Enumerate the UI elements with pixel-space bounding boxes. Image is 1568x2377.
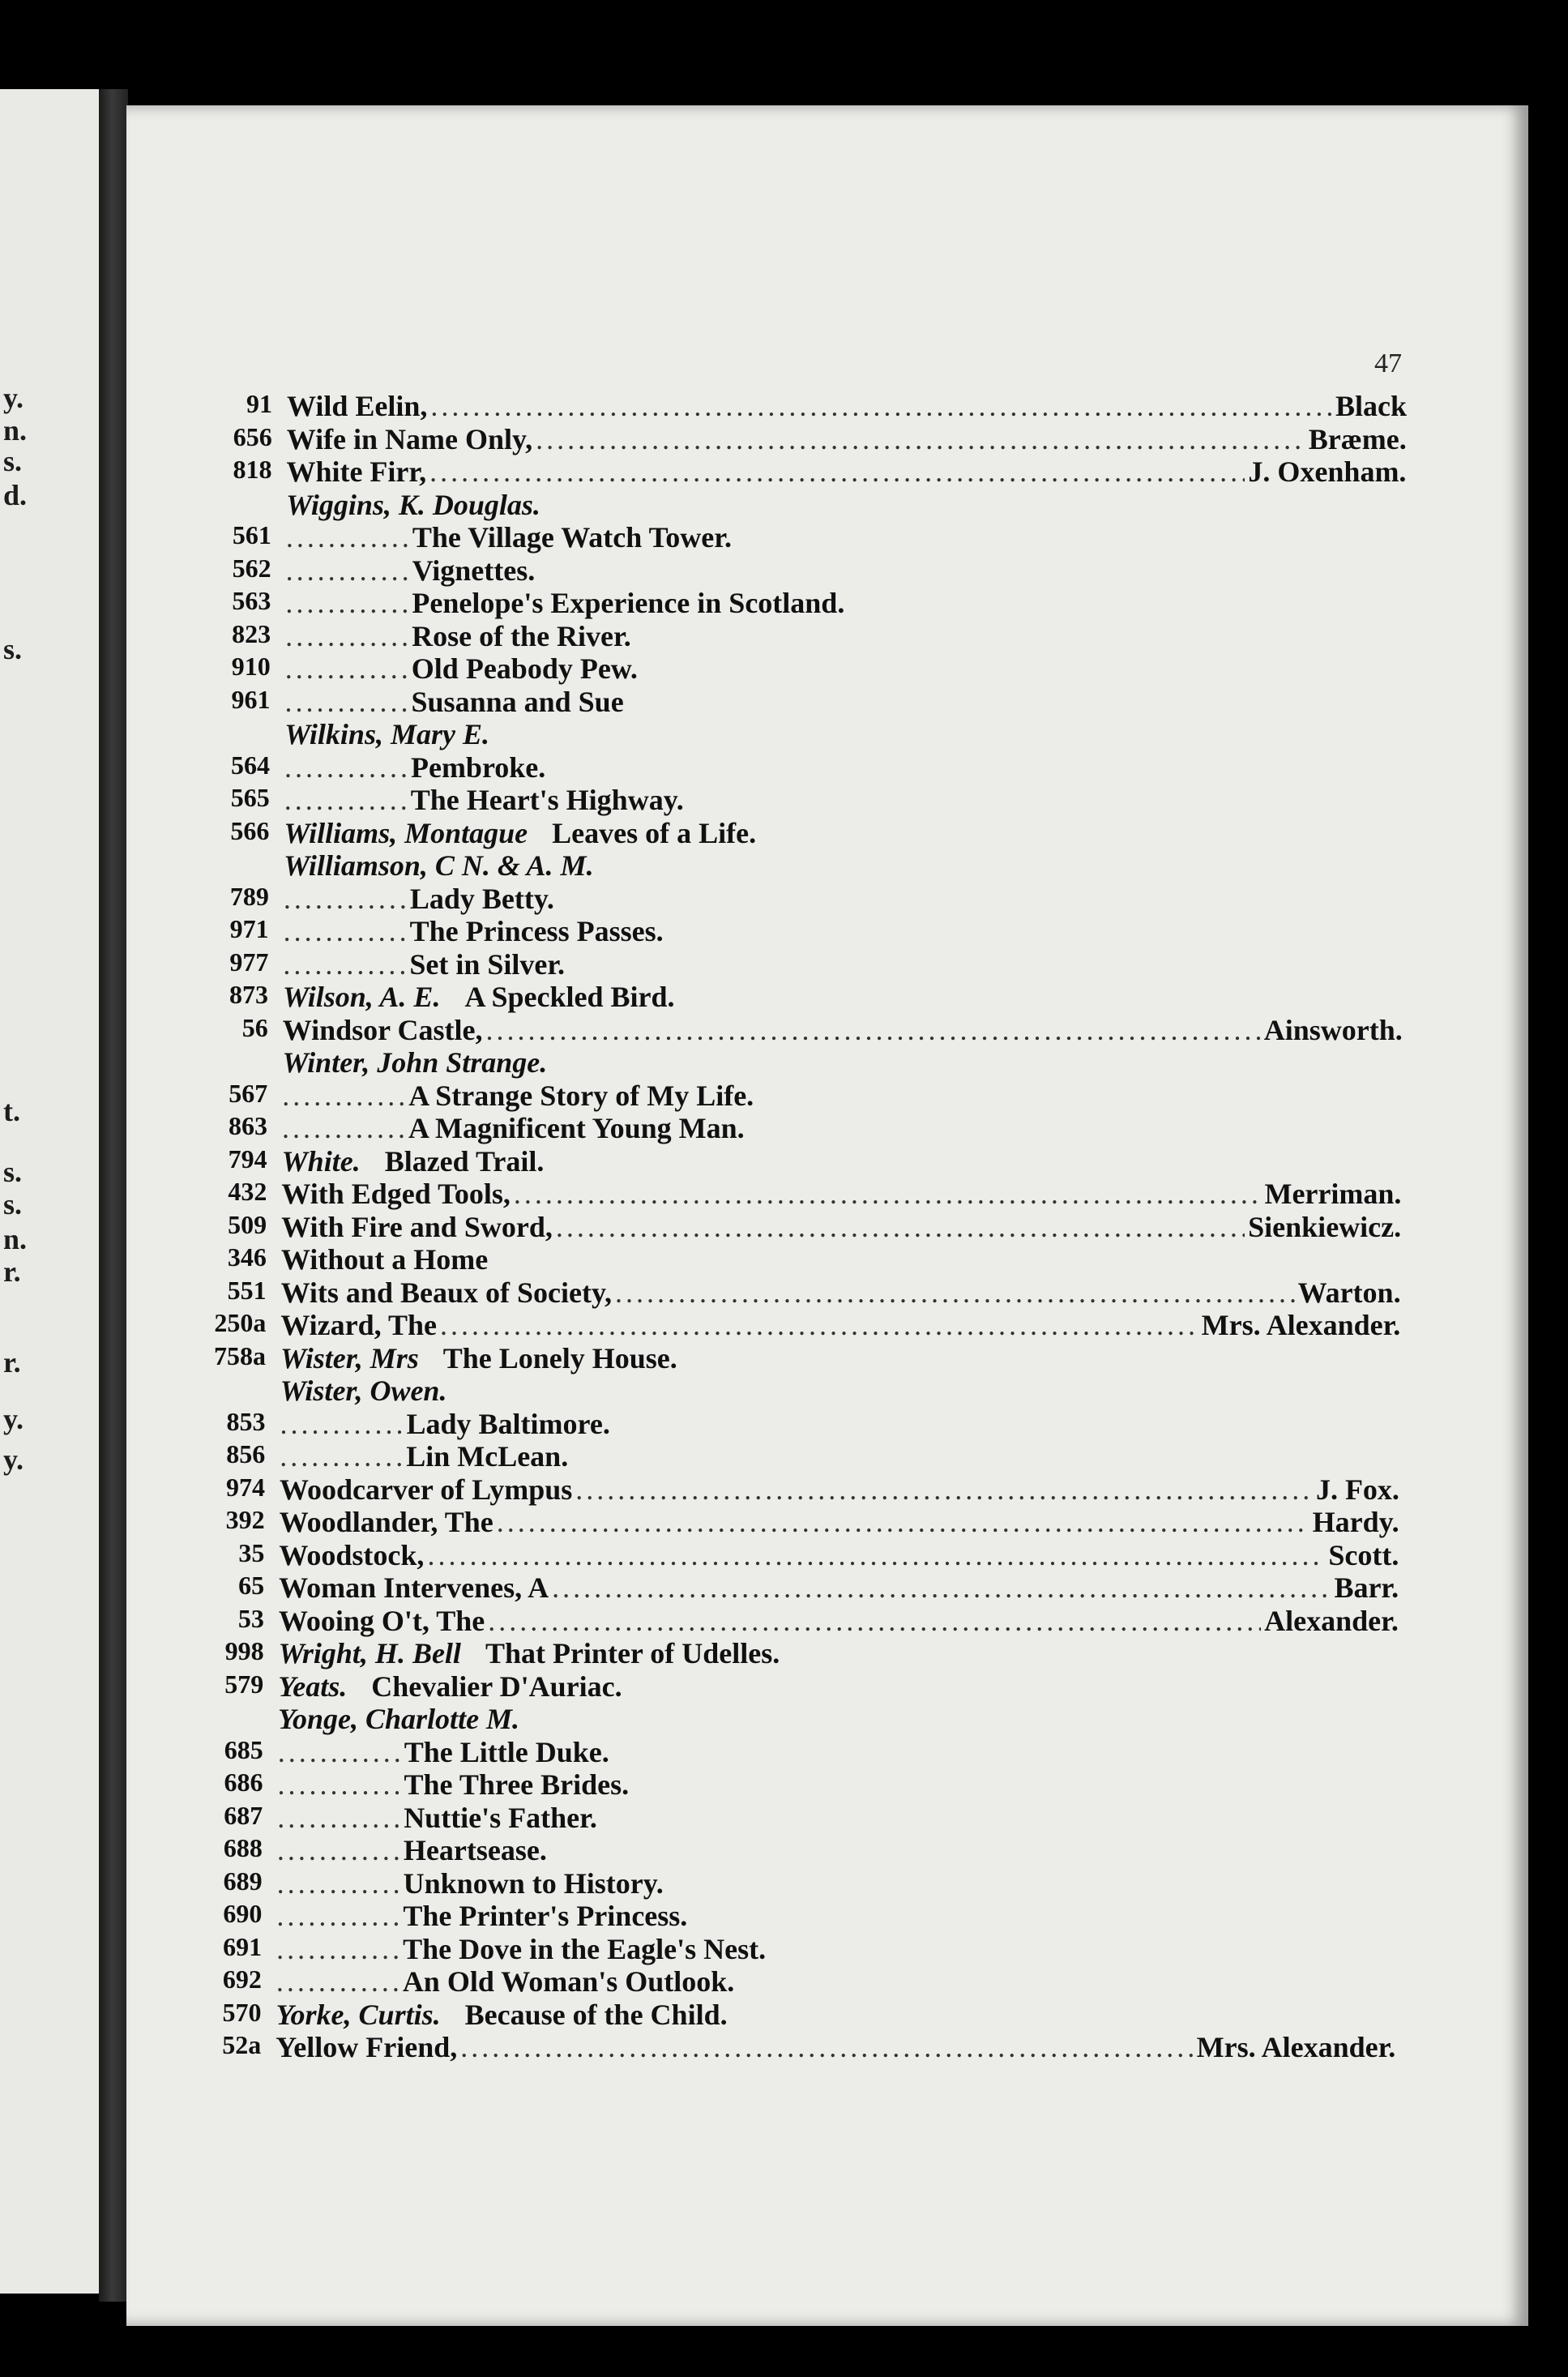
- entry-title: With Fire and Sword,: [281, 1210, 553, 1243]
- dot-leader: [430, 389, 1332, 423]
- entry-body: [276, 2030, 1395, 2064]
- entry-author: White.: [281, 1144, 361, 1178]
- entry-body: [286, 488, 1406, 522]
- entry-number: 564: [230, 750, 270, 780]
- entry-number: 688: [223, 1833, 263, 1862]
- entry-number: 52a: [222, 2030, 262, 2059]
- catalogue-entry: [199, 1636, 1399, 1669]
- entry-number: 91: [246, 389, 272, 418]
- entry-body: [281, 1210, 1401, 1244]
- entry-body: [276, 1998, 1396, 2032]
- dot-leader: ............: [277, 1801, 404, 1834]
- entry-body: [283, 947, 1403, 981]
- entry-title: Lady Baltimore.: [406, 1407, 610, 1440]
- entry-body: [285, 685, 1405, 719]
- entry-title: Set in Silver.: [409, 947, 566, 981]
- dot-leader: ............: [285, 587, 412, 619]
- entry-number: 689: [223, 1866, 263, 1896]
- entry-title: Wife in Name Only,: [286, 422, 533, 455]
- catalogue-entry: [199, 1669, 1398, 1702]
- dot-leader: [536, 422, 1305, 456]
- catalogue-entry: [204, 882, 1404, 914]
- dot-leader: ............: [283, 882, 410, 915]
- author-heading: Wiggins, K. Douglas.: [286, 488, 540, 521]
- author-heading: Williamson, C N. & A. M.: [284, 849, 594, 882]
- catalogue-entry: [199, 1604, 1399, 1636]
- entry-title: Without a Home: [280, 1243, 489, 1276]
- catalogue-entry: [201, 1341, 1400, 1374]
- entry-number: 509: [228, 1209, 267, 1239]
- catalogue-entry: [199, 1538, 1399, 1571]
- catalogue-entry: [205, 783, 1404, 815]
- entry-body: [280, 1505, 1399, 1539]
- entry-body: [279, 1571, 1399, 1605]
- entry-number: 570: [222, 1997, 262, 2027]
- catalogue-entry: [202, 1210, 1401, 1242]
- entry-number: 818: [233, 455, 272, 484]
- entry-author: Bræme.: [1308, 422, 1407, 455]
- catalogue-entry: [200, 1473, 1399, 1505]
- entry-title: A Speckled Bird.: [464, 981, 675, 1013]
- catalogue-entry: [206, 652, 1405, 684]
- entry-title: Heartsease.: [403, 1834, 547, 1866]
- entry-title: Old Peabody Pew.: [411, 652, 638, 685]
- catalogue-entry: [196, 2030, 1395, 2063]
- entry-body: [280, 1308, 1400, 1342]
- dot-leader: [427, 1538, 1325, 1572]
- entry-title: The Princess Passes.: [409, 915, 664, 947]
- catalogue-entry: [204, 849, 1404, 881]
- entry-title: The Three Brides.: [404, 1768, 630, 1801]
- entry-author: Mrs. Alexander.: [1196, 2031, 1396, 2063]
- entry-body: [279, 1636, 1399, 1670]
- catalogue-entry: [207, 520, 1406, 553]
- entry-title: White Firr,: [286, 455, 427, 488]
- entry-title: Wild Eelin,: [287, 390, 428, 422]
- entry-number: 432: [228, 1177, 267, 1206]
- catalogue-entry: [203, 1111, 1402, 1144]
- entry-body: [286, 554, 1406, 588]
- catalogue-entry: [207, 455, 1406, 487]
- catalogue-entry: [197, 1932, 1396, 1964]
- entry-body: [280, 1473, 1399, 1507]
- dot-leader: ............: [280, 1407, 407, 1440]
- entry-author: Wister, Mrs: [280, 1341, 419, 1374]
- dot-leader: ............: [285, 619, 412, 652]
- facing-page-fragment: r.: [3, 1255, 21, 1288]
- entry-body: [277, 1768, 1397, 1802]
- entry-number: 690: [223, 1899, 263, 1928]
- facing-page-fragment: n.: [3, 1223, 28, 1255]
- entry-number: 910: [231, 652, 271, 681]
- dot-leader: [514, 1177, 1262, 1211]
- entry-number: 691: [223, 1931, 263, 1961]
- dot-leader: [488, 1604, 1261, 1638]
- page-number: 47: [1374, 348, 1402, 378]
- entry-title: A Strange Story of My Life.: [408, 1079, 754, 1112]
- entry-number: 961: [231, 684, 271, 714]
- entry-title: That Printer of Udelles.: [485, 1637, 780, 1669]
- dot-leader: ............: [285, 521, 412, 554]
- entry-author: Scott.: [1328, 1538, 1399, 1571]
- entry-title: Because of the Child.: [464, 1998, 728, 2031]
- entry-author: Wright, H. Bell: [278, 1637, 461, 1669]
- catalogue-entry: [202, 1276, 1401, 1308]
- entry-title: With Edged Tools,: [281, 1178, 511, 1210]
- entry-title: An Old Woman's Outlook.: [402, 1965, 735, 1998]
- catalogue-entry: [206, 685, 1405, 717]
- entry-title: Woodcarver of Lympus: [279, 1473, 573, 1506]
- catalogue-entry: [207, 554, 1406, 586]
- facing-page-fragment: y.: [3, 382, 24, 414]
- entry-title: Woman Intervenes, A: [279, 1571, 549, 1604]
- entry-body: [277, 1801, 1397, 1835]
- entry-title: The Heart's Highway.: [410, 784, 684, 816]
- author-heading: Wilkins, Mary E.: [284, 718, 489, 750]
- dot-leader: ............: [283, 915, 410, 947]
- entry-number: 35: [238, 1537, 265, 1567]
- entry-number: 686: [224, 1768, 263, 1797]
- dot-leader: ............: [283, 947, 410, 981]
- catalogue-entry: [204, 816, 1404, 849]
- facing-page-fragment: s.: [3, 1188, 23, 1221]
- entry-title: Leaves of a Life.: [552, 816, 757, 849]
- facing-page-fragment: n.: [3, 414, 28, 447]
- entry-author: Barr.: [1334, 1571, 1399, 1604]
- author-heading: Wister, Owen.: [280, 1374, 447, 1407]
- catalogue-entry: [202, 1242, 1401, 1275]
- catalogue-entry: [200, 1505, 1399, 1537]
- entry-title: Lin McLean.: [406, 1440, 569, 1473]
- dot-leader: [552, 1571, 1331, 1605]
- entry-body: [283, 1013, 1403, 1047]
- dot-leader: ............: [284, 750, 411, 784]
- entry-title: Vignettes.: [412, 554, 536, 587]
- entry-number: 656: [233, 421, 272, 451]
- entry-title: Wizard, The: [280, 1309, 438, 1341]
- catalogue-entry: [197, 1998, 1396, 2030]
- entry-body: [285, 652, 1405, 686]
- dot-leader: ............: [277, 1735, 404, 1768]
- dot-leader: [556, 1210, 1245, 1244]
- catalogue-entry: [203, 1045, 1403, 1078]
- entry-number: 692: [222, 1964, 262, 1994]
- entry-number: 789: [229, 881, 269, 911]
- entry-number: 566: [230, 815, 270, 845]
- dot-leader: [429, 455, 1245, 489]
- dot-leader: ............: [285, 554, 412, 587]
- entry-title: Nuttie's Father.: [404, 1801, 597, 1834]
- entry-title: Pembroke.: [410, 750, 546, 784]
- entry-author: Ainsworth.: [1263, 1013, 1403, 1046]
- catalogue-entry: [207, 389, 1407, 421]
- entry-author: Yeats.: [278, 1669, 348, 1703]
- entry-body: [287, 389, 1407, 423]
- dot-leader: ............: [284, 652, 412, 685]
- entry-author: Yorke, Curtis.: [276, 1998, 441, 2031]
- dot-leader: ............: [276, 1834, 404, 1866]
- facing-page-fragment: r.: [3, 1346, 21, 1379]
- entry-number: 346: [227, 1242, 267, 1272]
- facing-page-fragment: y.: [3, 1403, 24, 1435]
- entry-number: 53: [237, 1603, 264, 1633]
- entry-title: Unknown to History.: [403, 1866, 664, 1900]
- entry-body: [281, 1177, 1401, 1211]
- catalogue-entry: [206, 586, 1405, 618]
- entry-title: Susanna and Sue: [411, 685, 624, 718]
- entry-title: Yellow Friend,: [276, 2031, 458, 2063]
- entry-author: Hardy.: [1312, 1506, 1399, 1538]
- entry-number: 579: [224, 1669, 264, 1699]
- entry-body: [280, 1439, 1399, 1473]
- entry-body: [284, 849, 1404, 883]
- catalogue-entry: [203, 1013, 1403, 1045]
- entry-number: 65: [238, 1571, 265, 1600]
- entry-body: [277, 1833, 1397, 1867]
- entry-number: 974: [225, 1472, 265, 1502]
- facing-page-fragment: s.: [3, 1156, 23, 1188]
- catalogue-entry: [205, 750, 1404, 783]
- dot-leader: ............: [282, 1079, 409, 1112]
- entry-number: 794: [228, 1144, 267, 1174]
- entry-number: 823: [232, 618, 271, 648]
- entry-number: 392: [225, 1505, 265, 1534]
- catalogue-entry: [200, 1439, 1399, 1472]
- dot-leader: [486, 1013, 1261, 1047]
- dot-leader: [615, 1276, 1295, 1310]
- entry-body: [278, 1702, 1398, 1736]
- facing-page-fragment: s.: [3, 633, 23, 665]
- entry-body: [278, 1669, 1398, 1704]
- facing-page-fragment: d.: [3, 479, 28, 511]
- entry-body: [284, 816, 1404, 850]
- dot-leader: ............: [277, 1768, 404, 1801]
- catalogue-entry: [203, 1079, 1402, 1111]
- entry-author: Wilson, A. E.: [283, 981, 441, 1013]
- entry-number: 856: [226, 1439, 266, 1469]
- entry-number: 561: [232, 520, 271, 549]
- catalogue-entry: [201, 1374, 1400, 1406]
- entry-number: 873: [229, 980, 269, 1009]
- entry-author: Warton.: [1297, 1276, 1401, 1309]
- entry-number: 998: [224, 1636, 264, 1665]
- catalogue-entry: [200, 1407, 1399, 1439]
- entry-body: [277, 1866, 1397, 1900]
- entry-body: [282, 1144, 1402, 1178]
- entry-body: [284, 882, 1404, 916]
- entry-body: [285, 619, 1405, 653]
- entry-number: 565: [230, 783, 270, 812]
- entry-number: 250a: [214, 1308, 267, 1337]
- entry-body: [281, 1276, 1401, 1310]
- facing-page-fragment: s.: [3, 445, 23, 477]
- entry-author: Williams, Montague: [284, 816, 528, 849]
- catalogue-entry: [203, 1144, 1402, 1177]
- catalogue-entry: [198, 1801, 1397, 1833]
- entry-body: [279, 1538, 1399, 1572]
- dot-leader: ............: [281, 1112, 408, 1144]
- facing-page-fragment: t.: [3, 1095, 20, 1127]
- catalogue-entry: [198, 1866, 1397, 1899]
- entry-body: [276, 1964, 1396, 1999]
- dot-leader: ............: [284, 784, 411, 816]
- entry-body: [280, 1374, 1400, 1408]
- entry-title: Wits and Beaux of Society,: [280, 1276, 612, 1309]
- catalogue-entry: [199, 1571, 1399, 1603]
- entry-author: J. Oxenham.: [1248, 455, 1407, 488]
- catalogue-page: [126, 105, 1528, 2326]
- entry-number: 563: [232, 586, 271, 615]
- catalogue-entry: [197, 1964, 1396, 1997]
- entry-title: Blazed Trail.: [384, 1144, 545, 1178]
- entry-title: Woodstock,: [279, 1538, 425, 1571]
- entry-number: 567: [229, 1078, 268, 1108]
- catalogue-entry: [204, 914, 1404, 947]
- facing-page-fragment: y.: [3, 1443, 24, 1476]
- dot-leader: ............: [276, 1866, 404, 1900]
- entry-title: Rose of the River.: [412, 619, 631, 652]
- entry-number: 758a: [214, 1340, 267, 1370]
- entry-number: 551: [227, 1275, 267, 1305]
- dot-leader: ............: [276, 1965, 403, 1998]
- entry-number: 562: [232, 553, 271, 583]
- entry-body: [280, 1341, 1400, 1375]
- entry-body: [284, 750, 1404, 784]
- entry-body: [282, 1111, 1402, 1145]
- entry-body: [276, 1932, 1396, 1966]
- catalogue-entry: [199, 1702, 1398, 1734]
- entry-number: 853: [226, 1406, 266, 1436]
- catalogue-entry: [207, 488, 1406, 520]
- entry-body: [283, 1045, 1403, 1079]
- entry-number: 685: [224, 1734, 263, 1764]
- entry-title: The Lonely House.: [442, 1341, 677, 1374]
- entry-body: [283, 980, 1403, 1014]
- entry-author: Sienkiewicz.: [1248, 1210, 1402, 1243]
- entry-number: 971: [229, 914, 269, 943]
- author-heading: Yonge, Charlotte M.: [278, 1703, 520, 1735]
- catalogue-entry: [203, 947, 1403, 980]
- catalogue-entry: [207, 422, 1407, 455]
- catalogue-entry: [199, 1735, 1398, 1768]
- catalogue-entry: [202, 1177, 1401, 1209]
- author-heading: Winter, John Strange.: [282, 1046, 548, 1079]
- entry-title: Chevalier D'Auriac.: [371, 1669, 622, 1703]
- entry-number: 863: [228, 1111, 267, 1140]
- entry-number: 687: [224, 1800, 263, 1830]
- catalogue-entries: [126, 105, 1528, 2326]
- entry-body: [285, 586, 1405, 620]
- catalogue-entry: [198, 1833, 1397, 1866]
- entry-title: Windsor Castle,: [282, 1013, 483, 1046]
- dot-leader: [575, 1473, 1313, 1507]
- entry-title: Lady Betty.: [409, 882, 554, 915]
- entry-author: J. Fox.: [1315, 1473, 1399, 1506]
- dot-leader: ............: [276, 1900, 404, 1932]
- entry-number: 977: [229, 947, 269, 977]
- catalogue-entry: [203, 980, 1403, 1012]
- dot-leader: [440, 1308, 1198, 1342]
- catalogue-entry: [205, 717, 1404, 750]
- entry-number: 56: [241, 1012, 268, 1042]
- entry-author: Merriman.: [1264, 1178, 1402, 1210]
- entry-body: [282, 1079, 1402, 1113]
- catalogue-entry: [197, 1899, 1396, 1931]
- entry-body: [287, 422, 1407, 456]
- entry-body: [276, 1899, 1396, 1933]
- entry-body: [284, 717, 1404, 751]
- dot-leader: [460, 2030, 1193, 2064]
- entry-body: [280, 1407, 1399, 1441]
- entry-title: The Little Duke.: [404, 1735, 609, 1768]
- entry-title: A Magnificent Young Man.: [408, 1112, 745, 1144]
- entry-body: [284, 783, 1404, 817]
- dot-leader: [497, 1505, 1310, 1539]
- entry-title: Penelope's Experience in Scotland.: [412, 587, 845, 619]
- entry-title: The Dove in the Eagle's Nest.: [403, 1932, 767, 1965]
- entry-author: Mrs. Alexander.: [1201, 1309, 1401, 1341]
- entry-body: [278, 1735, 1398, 1769]
- entry-author: Alexander.: [1264, 1604, 1399, 1637]
- entry-body: [286, 455, 1406, 489]
- book-gutter: [99, 89, 128, 2302]
- catalogue-entry: [198, 1768, 1397, 1800]
- dot-leader: ............: [276, 1932, 404, 1965]
- dot-leader: ............: [280, 1440, 407, 1473]
- entry-body: [281, 1242, 1401, 1276]
- entry-title: The Village Watch Tower.: [412, 521, 732, 554]
- entry-body: [279, 1604, 1399, 1638]
- entry-title: Woodlander, The: [279, 1506, 493, 1538]
- entry-title: Wooing O't, The: [278, 1604, 485, 1637]
- entry-title: The Printer's Princess.: [403, 1900, 688, 1932]
- entry-body: [284, 914, 1404, 948]
- entry-body: [286, 520, 1406, 554]
- catalogue-entry: [201, 1308, 1400, 1340]
- catalogue-entry: [206, 619, 1405, 652]
- entry-author: Black: [1335, 390, 1407, 422]
- dot-leader: ............: [284, 685, 412, 718]
